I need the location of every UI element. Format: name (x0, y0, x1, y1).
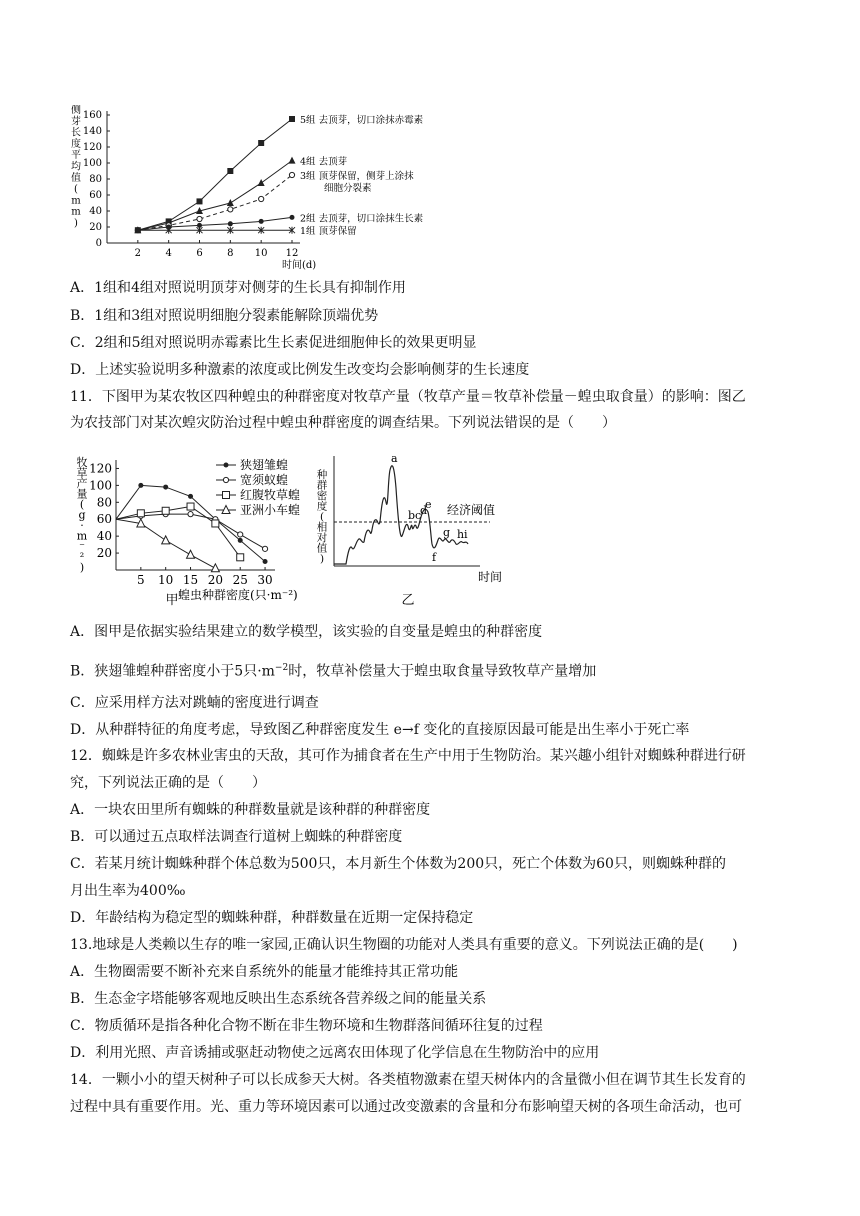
q11-option-b-sup: −2 (274, 663, 289, 673)
population-density-chart (312, 448, 512, 608)
data-point (289, 116, 295, 122)
q11-option-d: D．从种群特征的角度考虑，导致图乙种群密度发生 e→f 变化的直接原因最可能是出生率小于死亡率 (70, 722, 690, 738)
point-label: b (408, 509, 416, 522)
x-tick-label: 2 (134, 248, 142, 259)
chart-caption: 甲 (165, 593, 179, 608)
series-label: 细胞分裂素 (324, 183, 372, 194)
x-tick-label: 4 (165, 248, 172, 259)
y-tick-label: 140 (82, 126, 102, 137)
data-point (188, 494, 193, 499)
q12-stem-line2: 究，下列说法正确的是（ ） (70, 775, 266, 791)
q13-option-c: C．物质循环是指各种化合物不断在非生物环境和生物群落间循环往复的过程 (70, 1018, 543, 1034)
y-axis-label-char: 密 (316, 490, 328, 502)
point-label: c (415, 509, 422, 522)
q12-option-c-line1: C．若某月统计蜘蛛种群个体总数为500只，本月新生个体数为200只，死亡个体数为60只，则蜘蛛种群的 (70, 856, 726, 872)
q12-option-d: D．年龄结构为稳定型的蜘蛛种群，种群数量在近期一定保持稳定 (70, 910, 474, 926)
y-tick-label: 100 (89, 478, 112, 493)
x-tick-label: 20 (207, 573, 224, 587)
q11-option-b-part1: B．狭翅雏蝗种群密度小于5只·m (70, 663, 275, 680)
y-axis-label-char: 均 (71, 161, 81, 173)
data-point (238, 532, 243, 537)
x-tick-label: 8 (227, 248, 234, 259)
q11-option-b (70, 658, 596, 682)
q13-option-a: A．生物圈需要不断补充来自系统外的能量才能维持其正常功能 (70, 964, 459, 980)
y-axis-label-char: 量 (76, 487, 88, 501)
point-label: a (391, 452, 398, 465)
y-axis-label-char: 芽 (71, 116, 81, 128)
point-label: d (420, 504, 428, 517)
point-label: g (443, 526, 451, 539)
legend-marker (223, 492, 230, 499)
point-label: e (425, 498, 432, 511)
q14-stem-line2: 过程中具有重要作用。光、重力等环境因素可以通过改变激素的含量和分布影响望天树的各项生命活动，也可 (70, 1099, 742, 1115)
series-label: 5组 去顶芽，切口涂抹赤霉素 (300, 115, 424, 126)
y-tick-label: 0 (95, 238, 102, 249)
data-point (258, 140, 264, 146)
x-tick-label: 5 (137, 573, 145, 587)
data-point (290, 215, 295, 220)
y-axis-label-char: 对 (316, 532, 328, 544)
y-axis-label-char: ) (74, 218, 78, 229)
y-axis-label-char: ( (319, 511, 325, 523)
q10-option-a: A．1组和4组对照说明顶芽对侧芽的生长具有抑制作用 (70, 280, 406, 296)
y-axis-label-char: 群 (316, 479, 328, 492)
q11-stem-line2: 为农技部门对某次蝗灾防治过程中蝗虫种群密度的调查结果。下列说法错误的是（ ） (70, 415, 616, 431)
y-axis-label-char: ( (74, 184, 78, 196)
y-tick-label: 60 (89, 190, 102, 201)
threshold-label: 经济阈值 (447, 503, 496, 517)
y-tick-label: 20 (89, 222, 102, 233)
q12-stem-line1: 12．蜘蛛是许多农林业害虫的天敌，其可作为捕食者在生产中用于生物防治。某兴趣小组针对蜘蛛种群进行研 (70, 748, 746, 764)
y-axis-label-char: ⁻ (79, 540, 85, 553)
q12-option-a: A．一块农田里所有蜘蛛的种群数量就是该种群的种群密度 (70, 802, 431, 818)
data-point (187, 550, 195, 558)
y-axis-label-char: g (78, 508, 86, 522)
grasshopper-yield-chart (70, 448, 310, 608)
y-axis-label-char: ( (79, 498, 85, 511)
x-tick-label: 15 (182, 573, 199, 587)
series-label: 1组 顶芽保留 (300, 226, 357, 238)
legend-label: 亚洲小车蝗 (240, 503, 301, 517)
data-point (187, 503, 194, 510)
data-point (289, 157, 296, 164)
y-axis-label-char: 平 (71, 150, 81, 162)
data-point (238, 538, 243, 543)
data-point (228, 207, 233, 212)
y-tick-label: 20 (96, 546, 112, 561)
y-axis-label-char: ) (79, 561, 85, 574)
data-point (162, 536, 170, 544)
y-tick-label: 60 (96, 512, 112, 527)
q10-option-c: C．2组和5组对照说明赤霉素比生长素促进细胞伸长的效果更明显 (70, 335, 477, 351)
x-tick-label: 30 (257, 573, 273, 587)
y-axis-label-char: 度 (71, 138, 81, 150)
y-axis-label-char: 度 (316, 500, 328, 513)
legend-label: 狭翅雏蝗 (240, 458, 289, 472)
chart-caption: 乙 (401, 593, 415, 608)
x-tick-label: 10 (158, 573, 174, 587)
legend-label: 红腹牧草蝗 (240, 488, 301, 502)
y-axis-label-char: 侧 (71, 105, 81, 116)
data-point (262, 546, 267, 551)
q13-option-b: B．生态金字塔能够客观地反映出生态系统各营养级之间的能量关系 (70, 991, 487, 1007)
series-label: 4组 去顶芽 (300, 156, 348, 168)
series-line (138, 119, 292, 230)
y-tick-label: 120 (82, 142, 102, 153)
x-axis-label: 时间 (478, 570, 503, 584)
series-label: 3组 顶芽保留，侧芽上涂抹 (300, 171, 414, 182)
x-tick-label: 12 (285, 248, 299, 259)
q12-option-c-line2: 月出生率为400‰ (70, 883, 186, 899)
y-tick-label: 80 (89, 174, 102, 185)
q10-option-d: D．上述实验说明多种激素的浓度或比例发生改变均会影响侧芽的生长速度 (70, 362, 530, 378)
series-line (138, 175, 292, 230)
legend-label: 宽须蚁蝗 (240, 473, 289, 487)
y-axis-label-char: m (71, 206, 81, 218)
y-tick-label: 160 (82, 110, 102, 121)
data-point (228, 221, 233, 226)
q14-stem-line1: 14．一颗小小的望天树种子可以长成参天大树。各类植物激素在望天树体内的含量微小但在调节其生长发育的 (70, 1072, 746, 1088)
data-point (188, 512, 193, 517)
data-point (138, 483, 143, 488)
q13-option-d: D．利用光照、声音诱捕或驱赶动物使之远离农田体现了化学信息在生物防治中的应用 (70, 1045, 600, 1061)
data-point (258, 179, 265, 186)
data-point (227, 199, 234, 206)
x-axis-label: 蝗虫种群密度(只·m⁻²) (178, 588, 298, 602)
y-axis-label-char: m (71, 195, 81, 207)
data-point (137, 510, 144, 517)
q13-stem: 13.地球是人类赖以生存的唯一家园,正确认识生物圈的功能对人类具有重要的意义。下列说法正确的是( ) (70, 937, 738, 953)
q11-stem-line1: 11．下图甲为某农牧区四种蝗虫的种群密度对牧草产量（牧草产量＝牧草补偿量－蝗虫取食量）的影响：图乙 (70, 389, 746, 405)
y-axis-label-char: 草 (76, 466, 88, 480)
data-point (259, 196, 264, 201)
series-line (116, 514, 265, 549)
data-point (163, 485, 168, 490)
legend-marker (223, 477, 228, 482)
y-axis-label-char: 值 (316, 542, 328, 555)
q11-option-b-part2: 时，牧草补偿量大于蝗虫取食量导致牧草产量增加 (288, 663, 597, 680)
q12-option-b: B．可以通过五点取样法调查行道树上蜘蛛的种群密度 (70, 829, 403, 845)
y-axis-label-char: 值 (71, 172, 81, 184)
x-axis-label: 时间(d) (282, 260, 317, 270)
data-point (197, 216, 202, 221)
y-axis-label-char: m (76, 529, 88, 543)
y-axis-label-char: ² (79, 550, 85, 564)
y-axis-label-char: ) (319, 553, 325, 565)
y-axis-label-char: · (80, 519, 84, 532)
data-point (212, 520, 219, 527)
legend-marker (224, 463, 229, 468)
series-line (138, 161, 292, 231)
y-axis-label-char: 相 (316, 521, 328, 534)
data-point (162, 507, 169, 514)
y-tick-label: 100 (82, 158, 102, 169)
data-point (289, 172, 294, 177)
data-point (259, 219, 264, 224)
x-tick-label: 10 (254, 248, 268, 259)
y-axis-label-char: 长 (71, 127, 81, 139)
y-axis-label-char: 种 (316, 469, 328, 481)
q11-option-c: C．应采用样方法对跳蝻的密度进行调查 (70, 695, 319, 711)
point-label: f (432, 551, 437, 564)
data-point (211, 564, 219, 572)
data-point (197, 198, 203, 204)
point-label: h (457, 528, 465, 541)
data-point (227, 168, 233, 174)
y-tick-label: 120 (89, 461, 112, 476)
bud-growth-chart (62, 105, 462, 270)
y-tick-label: 40 (96, 529, 112, 544)
q10-option-b: B．1组和3组对照说明细胞分裂素能解除顶端优势 (70, 308, 379, 324)
x-tick-label: 6 (196, 248, 203, 259)
x-tick-label: 25 (232, 573, 248, 587)
data-point (237, 554, 244, 561)
y-axis-label-char: 产 (76, 477, 88, 490)
y-tick-label: 80 (96, 495, 112, 510)
data-point (263, 559, 268, 564)
series-label: 2组 去顶芽，切口涂抹生长素 (300, 213, 424, 225)
point-label: i (464, 528, 468, 541)
y-axis-label-char: 牧 (76, 456, 88, 469)
q11-option-a: A．图甲是依据实验结果建立的数学模型，该实验的自变量是蝗虫的种群密度 (70, 624, 543, 640)
y-tick-label: 40 (89, 206, 102, 217)
